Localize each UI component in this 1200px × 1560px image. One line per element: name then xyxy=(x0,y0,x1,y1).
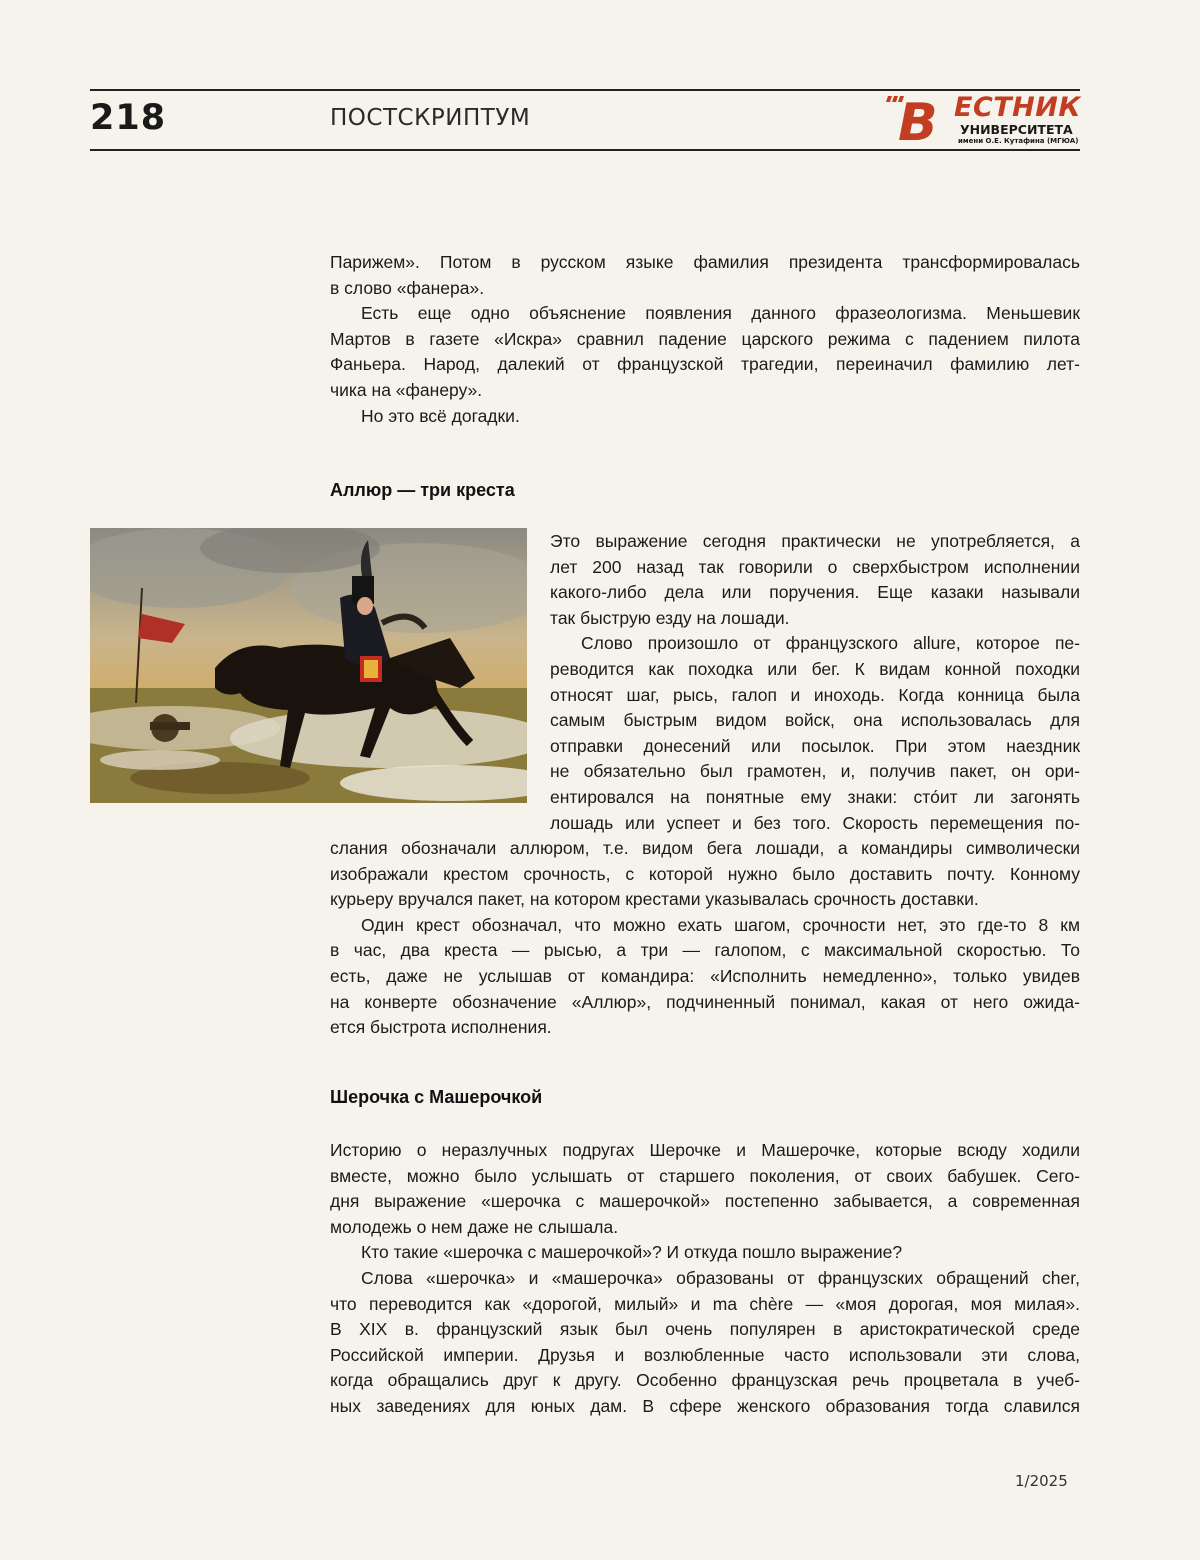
allure-full-text xyxy=(330,836,1080,1041)
text-line: вместе, можно было услышать от старшего поколения, от своих бабушек. Сего- xyxy=(330,1164,1080,1190)
text-line: Один крест обозначал, что можно ехать шагом, срочности нет, это где-то 8 км xyxy=(330,913,1080,939)
text-line: Историю о неразлучных подругах Шерочке и Машерочке, которые всюду ходили xyxy=(330,1138,1080,1164)
text-line: ентировался на понятные ему знаки: сто́ит ли загонять xyxy=(550,785,1080,811)
text-line: В XIX в. французский язык был очень популярен в аристократической среде xyxy=(330,1317,1080,1343)
text-line: реводится как походка или бег. К видам конной походки xyxy=(550,657,1080,683)
text-line: чика на «фанеру». xyxy=(330,378,1080,404)
issue-number: 1/2025 xyxy=(1015,1472,1068,1490)
logo-letter: В xyxy=(898,93,938,148)
text-line: что переводится как «дорогой, милый» и ma chère — «моя дорогая, моя милая». xyxy=(330,1292,1080,1318)
text-line: так быструю езду на лошади. xyxy=(550,606,1080,632)
text-line: курьеру вручался пакет, на котором крестами указывалась срочность доставки. xyxy=(330,887,1080,913)
text-line: Слово произошло от французского allure, которое пе- xyxy=(550,631,1080,657)
header-bottom-rule xyxy=(90,149,1080,151)
intro-text xyxy=(330,250,1080,429)
text-line: изображали крестом срочность, с которой нужно было доставить почту. Конному xyxy=(330,862,1080,888)
text-line: отправки донесений или посылок. При этом наездник xyxy=(550,734,1080,760)
text-line: лет 200 назад так говорили о сверхбыстром исполнении xyxy=(550,555,1080,581)
logo-word: ЕСТНИК xyxy=(954,92,1081,123)
text-line: самым быстрым видом войск, она использовалась для xyxy=(550,708,1080,734)
text-line: Мартов в газете «Искра» сравнил падение царского режима с падением пилота xyxy=(330,327,1080,353)
text-line: в час, два креста — рысью, а три — галопом, с максимальной скоростью. То xyxy=(330,938,1080,964)
text-line: Слова «шерочка» и «машерочка» образованы от французских обращений cher, xyxy=(330,1266,1080,1292)
header-top-rule xyxy=(90,89,1080,91)
text-line: слания обозначали аллюром, т.е. видом бега лошади, а командиры символически xyxy=(330,836,1080,862)
text-line: в слово «фанера». xyxy=(330,276,1080,302)
text-line: лошадь или успеет и без того. Скорость перемещения по- xyxy=(550,811,1080,837)
heading-sherochka: Шерочка с Машерочкой xyxy=(330,1087,542,1108)
text-line: Фаньера. Народ, далекий от французской трагедии, переиначил фамилию лет- xyxy=(330,352,1080,378)
text-line: дня выражение «шерочка с машерочкой» постепенно забывается, а современная xyxy=(330,1189,1080,1215)
text-line: ется быстрота исполнения. xyxy=(330,1015,1080,1041)
text-line: не обязательно был грамотен, и, получив пакет, он ори- xyxy=(550,759,1080,785)
text-line: молодежь о нем даже не слышала. xyxy=(330,1215,1080,1241)
text-line: ных заведениях для юных дам. В сфере женского образования тогда славился xyxy=(330,1394,1080,1420)
text-line: Российской империи. Друзья и возлюбленные часто использовали эти слова, xyxy=(330,1343,1080,1369)
text-line: Есть еще одно объяснение появления данного фразеологизма. Меньшевик xyxy=(330,301,1080,327)
logo-subtitle: УНИВЕРСИТЕТА xyxy=(960,122,1073,137)
text-line: Это выражение сегодня практически не употребляется, а xyxy=(550,529,1080,555)
logo-mark-icon xyxy=(880,92,960,148)
text-line: на конверте обозначение «Аллюр», подчиненный понимал, какая от него ожида- xyxy=(330,990,1080,1016)
text-line: какого-либо дела или поручения. Еще казаки называли xyxy=(550,580,1080,606)
cavalry-painting xyxy=(90,528,527,803)
allure-side-text xyxy=(550,529,1080,836)
heading-allure: Аллюр — три креста xyxy=(330,480,515,501)
page-number: 218 xyxy=(90,98,166,138)
text-line: Парижем». Потом в русском языке фамилия президента трансформировалась xyxy=(330,250,1080,276)
journal-logo xyxy=(880,92,1080,148)
section-title: ПОСТСКРИПТУМ xyxy=(330,105,530,131)
text-line: когда обращались друг к другу. Особенно французская речь процветала в учеб- xyxy=(330,1368,1080,1394)
text-line: есть, даже не услышав от командира: «Исполнить немедленно», только увидев xyxy=(330,964,1080,990)
logo-subtitle-small: имени О.Е. Кутафина (МГЮА) xyxy=(958,137,1078,145)
text-line: Но это всё догадки. xyxy=(330,404,1080,430)
text-line: Кто такие «шерочка с машерочкой»? И откуда пошло выражение? xyxy=(330,1240,1080,1266)
sherochka-text xyxy=(330,1138,1080,1420)
text-line: относят шаг, рысь, галоп и иноходь. Когда конница была xyxy=(550,683,1080,709)
